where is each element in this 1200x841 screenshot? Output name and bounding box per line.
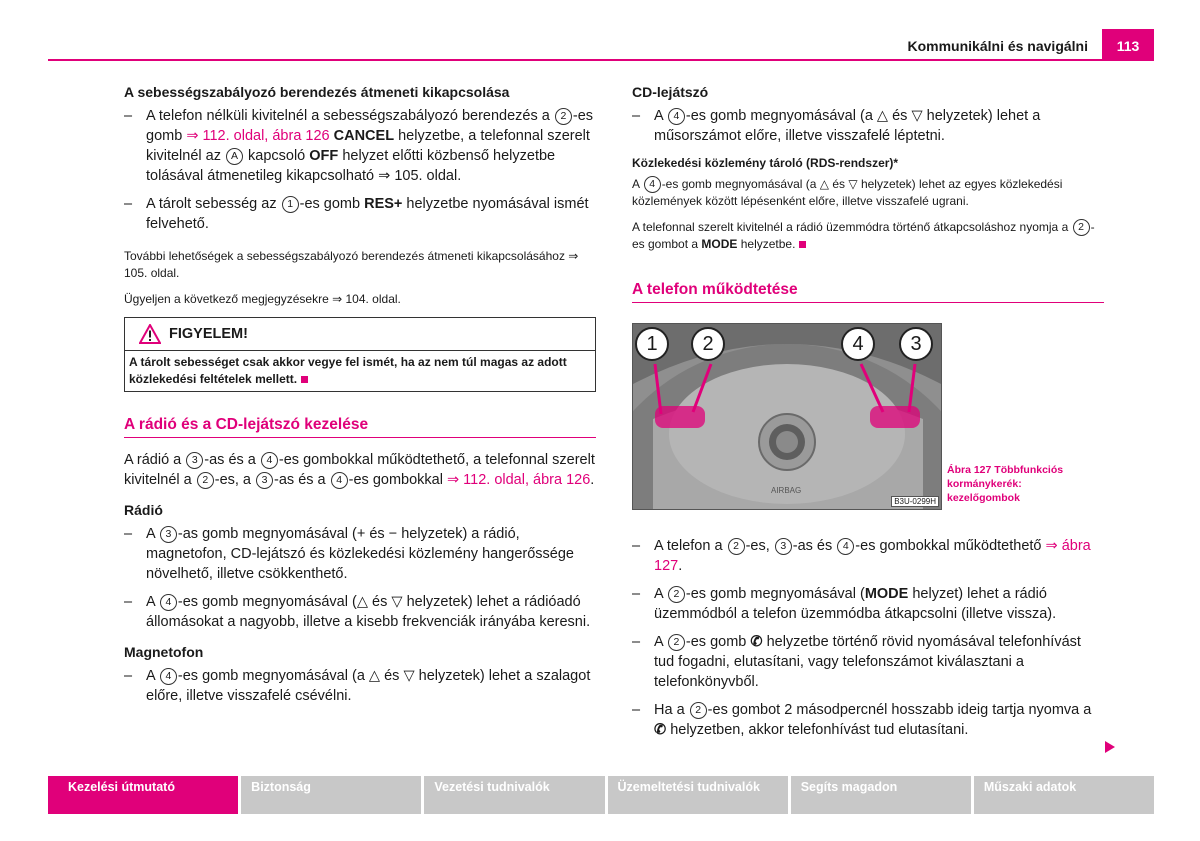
figure-reference-link[interactable]: ⇒ ábra 127 [654,538,1091,574]
page-number: 113 [1102,29,1154,61]
note-text: Ügyeljen a következő megjegyzésekre ⇒ 104. oldal. [124,292,401,306]
volume-down-icon: − [388,526,398,542]
warning-title: FIGYELEM! [169,326,248,342]
steering-wheel-illustration [633,324,941,509]
running-header: Kommunikálni és navigálni [907,38,1088,54]
section-title: A rádió és a CD-lejátszó kezelése [124,416,596,438]
down-triangle-icon: ▽ [403,668,415,684]
up-triangle-icon: △ [368,668,381,684]
phone-icon: ✆ [750,634,763,650]
list-item: – A 2 -es gomb ✆ helyzetbe történő rövid nyomásával telefonhívást tud fogadni, elutasítani, vagy telefonszámot kiválasztani a telefonkönyvből. [632,634,1081,690]
note-text: További lehetőségek a sebességszabályozó berendezés átmeneti kikapcsolásához ⇒ 105. oldal. [124,249,579,280]
figure-block [632,323,1104,508]
page-reference-link[interactable]: ⇒ 112. oldal, ábra 126 [446,472,591,488]
list-item: – A 3 -as gomb megnyomásával (+ és − helyzetek) a rádió, magnetofon, CD-lejátszó és közlekedési közlemény hangerőssége növelhető, illetve csökkenthető. [124,526,574,582]
cruise-heading: A sebességszabályozó berendezés átmeneti kikapcsolása [124,84,510,100]
up-triangle-icon: △ [876,108,889,124]
callout-1: 1 [635,327,669,361]
list-item: – A 4 -es gomb megnyomásával (a △ és ▽ helyzetek) lehet a műsorszámot előre, illetve visszafelé léptetni. [632,108,1041,144]
rds-paragraph: A telefonnal szerelt kivitelnél a rádió üzemmódra történő átkapcsoláshoz nyomja a 2 -es gombot a MODE helyzetbe. [632,220,1095,251]
list-item: – A tárolt sebesség az 1 -es gomb RES+ helyzetbe nyomásával ismét felvehető. [124,196,589,232]
callout-2: 2 [691,327,725,361]
tab-uzemeltetesi-tudnivalok[interactable]: Üzemeltetési tudnivalók [608,776,788,814]
tab-kezelesi-utmutato[interactable]: Kezelési útmutató [48,776,238,814]
list-item: – A telefon nélküli kivitelnél a sebességszabályozó berendezés a 2 -es gomb ⇒ 112. oldal, ábra 126 CANCEL helyzetbe, a telefonnal szerelt kivitelnél az A kapcsoló OFF helyzet előtti közbenső helyzetbe tolásával átmenetileg kikapcsolható ⇒ 105. oldal. [124,108,594,184]
down-triangle-icon: ▽ [391,594,403,610]
end-square-icon [301,376,308,383]
left-column [124,84,596,714]
rds-paragraph: A 4 -es gomb megnyomásával (a △ és ▽ helyzetek) lehet az egyes közlekedési közlemények között lépésenként előre, illetve visszafelé ugrani. [632,177,1063,208]
phone-icon: ✆ [654,722,667,738]
airbag-label: AIRBAG [771,486,802,495]
list-item: – A 4 -es gomb megnyomásával (△ és ▽ helyzetek) lehet a rádióadó állomásokat a nagyobb, illetve a kisebb frekvenciák irányába keresni. [124,594,591,630]
warning-text: A tárolt sebességet csak akkor vegye fel ismét, ha az nem túl magas az adott közlekedési feltételek mellett. [129,355,567,386]
button-1-symbol: 1 [282,196,299,213]
list-item: – A telefon a 2 -es, 3 -as és 4 -es gombokkal működtethető ⇒ ábra 127. [632,538,1091,574]
radio-heading: Rádió [124,502,163,518]
callout-4: 4 [841,327,875,361]
page-reference-link[interactable]: ⇒ 112. oldal, ábra 126 [186,128,330,144]
rds-heading: Közlekedési közlemény tároló (RDS-rendszer)* [632,156,899,170]
list-item: – A 4 -es gomb megnyomásával (a △ és ▽ helyzetek) lehet a szalagot előre, illetve visszafelé csévélni. [124,668,591,704]
down-triangle-icon: ▽ [911,108,923,124]
header-rule [48,59,1154,61]
list-item: – A 2 -es gomb megnyomásával (MODE helyzet) lehet a rádió üzemmódból a telefon üzemmódba átkapcsolni (illetve vissza). [632,586,1057,622]
figure-caption: Ábra 127 Többfunkciós kormánykerék: kezelőgombok [947,464,1064,504]
tab-muszaki-adatok[interactable]: Műszaki adatok [974,776,1154,814]
right-column [632,84,1104,748]
callout-3: 3 [899,327,933,361]
end-square-icon [799,241,806,248]
figure-code: B3U-0299H [891,496,939,507]
next-page-arrow-icon[interactable] [1105,741,1115,753]
tab-vezetesi-tudnivalok[interactable]: Vezetési tudnivalók [424,776,604,814]
tab-segits-magadon[interactable]: Segíts magadon [791,776,971,814]
intro-paragraph: A rádió a 3 -as és a 4 -es gombokkal működtethető, a telefonnal szerelt kivitelnél a 2 -es, a 3 -as és a 4 -es gombokkal ⇒ 112. oldal, ábra 126. [124,452,595,488]
list-item: – Ha a 2 -es gombot 2 másodpercnél hosszabb ideig tartja nyomva a ✆ helyzetben, akkor telefonhívást tud elutasítani. [632,702,1092,738]
volume-up-icon: + [356,526,366,542]
warning-triangle-icon [139,324,161,344]
warning-box [124,317,596,392]
up-triangle-icon: △ [356,594,368,610]
switch-a-symbol: A [226,148,243,165]
section-title: A telefon működtetése [632,281,1104,303]
tape-heading: Magnetofon [124,644,204,660]
button-2-symbol: 2 [555,108,572,125]
steering-wheel-figure [632,323,942,510]
tab-biztonsag[interactable]: Biztonság [241,776,421,814]
footer-nav [48,776,1154,814]
cd-heading: CD-lejátszó [632,84,709,100]
